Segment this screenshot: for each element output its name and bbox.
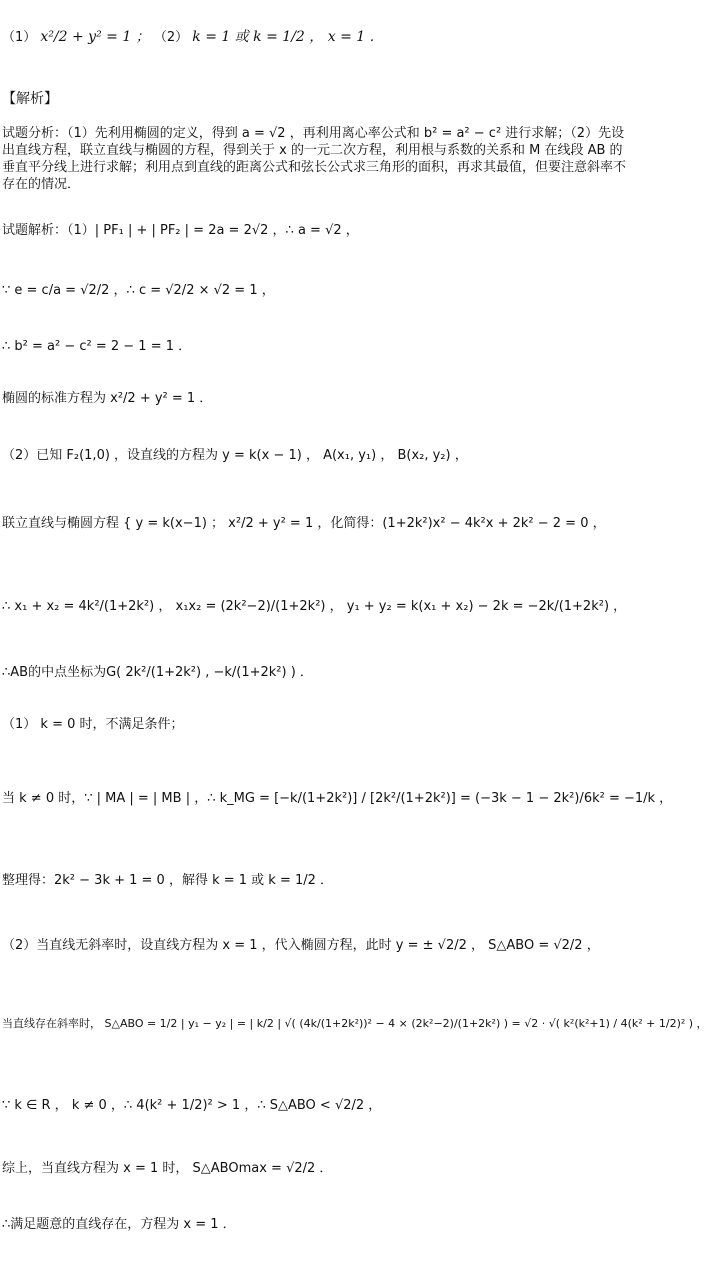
section-title: 【解析】 xyxy=(2,91,58,107)
solution-line-5: （2）已知 F₂(1,0) ，设直线的方程为 y = k(x − 1) ， A(x₁, y₁) ， B(x₂, y₂) ， xyxy=(2,448,468,463)
solution-line-6: 联立直线与椭圆方程 { y = k(x−1) ； x²/2 + y² = 1 ，化简得：(1+2k²)x² − 4k²x + 2k² − 2 = 0 ， xyxy=(2,516,606,531)
solution-line-16: ∴满足题意的直线存在，方程为 x = 1 ． xyxy=(2,1217,236,1232)
solution-line-10: 当 k ≠ 0 时，∵ | MA | = | MB | ，∴ k_MG = [−k/(1+2k²)] / [2k²/(1+2k²)] = (−3k − 1 − 2k²)/6k² = −1/k ， xyxy=(2,791,673,806)
solution-line-9: （1） k = 0 时，不满足条件； xyxy=(2,717,184,732)
solution-line-11: 整理得：2k² − 3k + 1 = 0 ，解得 k = 1 或 k = 1/2 ． xyxy=(2,873,334,888)
answer-line xyxy=(2,28,384,47)
solution-line-3: ∴ b² = a² − c² = 2 − 1 = 1 ． xyxy=(2,339,192,354)
answer-part1-equation: x²/2 + y² = 1 ； xyxy=(40,29,150,45)
solution-line-14: ∵ k ∈ R ， k ≠ 0 ，∴ 4(k² + 1/2)² > 1 ，∴ S△ABO < √2/2 ， xyxy=(2,1098,382,1113)
solution-line-7: ∴ x₁ + x₂ = 4k²/(1+2k²) ， x₁x₂ = (2k²−2)/(1+2k²) ， y₁ + y₂ = k(x₁ + x₂) − 2k = −2k/(1+2k²) ， xyxy=(2,599,627,614)
solution-line-13: 当直线存在斜率时， S△ABO = 1/2 | y₁ − y₂ | = | k/2 | √( (4k/(1+2k²))² − 4 × (2k²−2)/(1+2k²) ) = √2 · √( k²(k²+1) / 4(k² + 1/2)² ) ， xyxy=(2,1017,708,1030)
analysis-paragraph: 试题分析：（1）先利用椭圆的定义，得到 a = √2 ，再利用离心率公式和 b² = a² − c² 进行求解；（2）先设出直线方程，联立直线与椭圆的方程，得到关于 x 的一元二次方程，利用根与系数的关系和 M 在线段 AB 的垂直平分线上进行求解；利用点到直线的距离公式和弦长公式求三角形的面积，再求其最值，但要注意斜率不存在的情况． xyxy=(2,126,627,192)
solution-line-8: ∴AB的中点坐标为G( 2k²/(1+2k²) , −k/(1+2k²) ) ． xyxy=(2,665,313,680)
solution-line-2: ∵ e = c/a = √2/2 ，∴ c = √2/2 × √2 = 1 ， xyxy=(2,283,275,298)
solution-line-1: 试题解析：（1）| PF₁ | + | PF₂ | = 2a = 2√2 ，∴ a = √2 ， xyxy=(2,223,359,238)
answer-part2-label: （2） xyxy=(153,30,189,45)
solution-line-15: 综上，当直线方程为 x = 1 时， S△ABOmax = √2/2 ． xyxy=(2,1161,333,1176)
solution-line-4: 椭圆的标准方程为 x²/2 + y² = 1 ． xyxy=(2,391,213,406)
solution-line-12: （2）当直线无斜率时，设直线方程为 x = 1 ，代入椭圆方程，此时 y = ± √2/2 ， S△ABO = √2/2 ， xyxy=(2,938,600,953)
answer-part1-label: （1） xyxy=(2,30,37,45)
answer-part2-equation: k = 1 或 k = 1/2 ， x = 1 ． xyxy=(192,29,384,45)
